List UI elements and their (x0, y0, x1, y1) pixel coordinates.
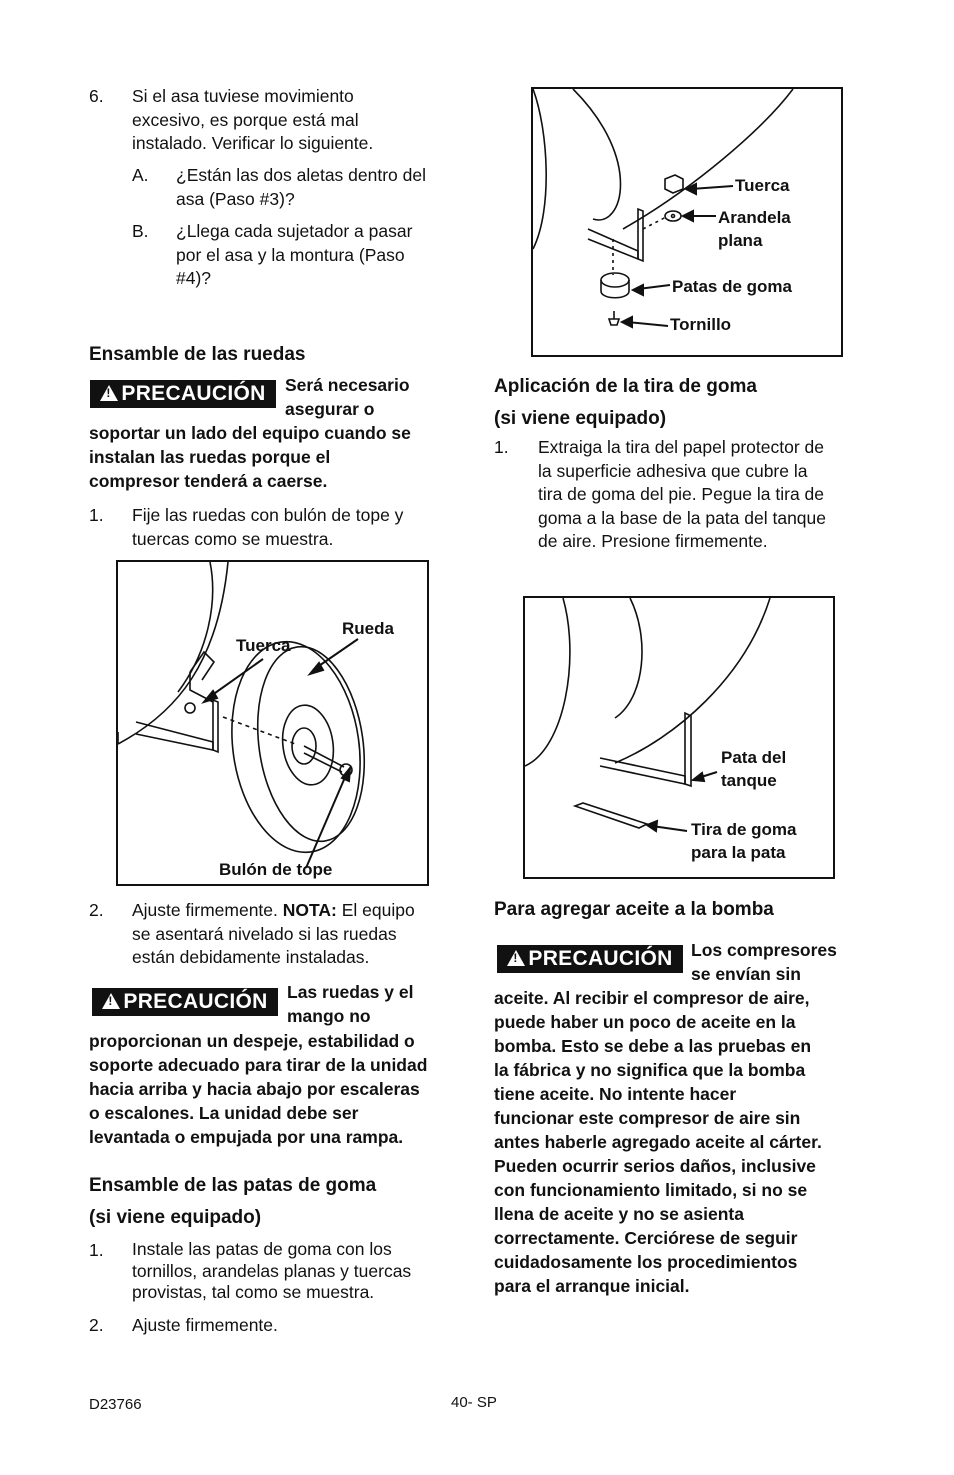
text-line: provistas, tal como se muestra. (132, 1282, 375, 1302)
text-line: #4)? (176, 268, 212, 288)
step-number: 2. (89, 900, 104, 920)
caution-badge (90, 380, 276, 408)
caution-line: o escalones. La unidad debe ser (89, 1103, 359, 1123)
caution-line: hacia arriba y hacia abajo por escaleras (89, 1079, 420, 1099)
label-line: Tira de goma (691, 820, 797, 839)
label-patas: Patas de goma (672, 277, 792, 296)
caution-line: para el arranque inicial. (494, 1276, 690, 1296)
caution-label: PRECAUCIÓN (123, 990, 268, 1013)
step-number: 1. (494, 437, 509, 457)
caution-line: tiene aceite. No intente hacer (494, 1084, 737, 1104)
text-line: Si el asa tuviese movimiento (132, 86, 354, 106)
document-code: D23766 (89, 1396, 142, 1413)
heading-line: (si viene equipado) (89, 1207, 262, 1228)
label-line: tanque (721, 771, 777, 790)
caution-line: la fábrica y no significa que la bomba (494, 1060, 806, 1080)
text-line: goma a la base de la pata del tanque (538, 507, 826, 528)
caution-line: llena de aceite y no se asienta (494, 1204, 744, 1224)
text-line: Instale las patas de goma con los (132, 1239, 392, 1259)
caution-line: bomba. Esto se debe a las pruebas en (494, 1036, 812, 1056)
text-line: tornillos, arandelas planas y tuercas (132, 1260, 412, 1281)
warning-icon (507, 950, 525, 966)
label-tuerca: Tuerca (735, 176, 790, 195)
text-line: asa (Paso #3)? (176, 188, 295, 209)
heading-line: Ensamble de las patas de goma (89, 1175, 377, 1196)
heading-line: (si viene equipado) (494, 408, 667, 429)
caution-line: soporte adecuado para tirar de la unidad (89, 1055, 428, 1075)
caution-line: aceite. Al recibir el compresor de aire, (494, 988, 810, 1008)
step-letter: B. (132, 221, 149, 241)
caution-line: se envían sin (691, 964, 801, 984)
step-letter: A. (132, 165, 149, 185)
wheel-assembly-figure (116, 560, 429, 886)
page-number: 40- SP (451, 1394, 497, 1411)
caution-line: instalan las ruedas porque el (89, 447, 331, 467)
label-line: para la pata (691, 843, 786, 862)
caution-badge (497, 945, 683, 973)
label-line: plana (718, 231, 763, 250)
heading-line: Aplicación de la tira de goma (494, 376, 757, 397)
caution-line: Los compresores (691, 940, 837, 960)
caution-label: PRECAUCIÓN (528, 947, 673, 970)
text-line: ¿Llega cada sujetador a pasar (176, 221, 413, 241)
text-line: instalado. Verificar lo siguiente. (132, 133, 374, 153)
label-line: Pata del (721, 748, 787, 767)
feet-heading (89, 1170, 376, 1234)
caution-line: compresor tenderá a caerse. (89, 471, 328, 491)
step-number: 2. (89, 1315, 104, 1335)
strip-heading (494, 371, 757, 435)
rubber-feet-figure (531, 87, 843, 357)
text-line: tira de goma del pie. Pegue la tira de (538, 484, 825, 504)
text-line: están debidamente instaladas. (132, 947, 370, 967)
caution-line: antes haberle agregado aceite al cárter. (494, 1132, 822, 1152)
text-line: se asentará nivelado si las ruedas (132, 923, 397, 944)
caution-badge (92, 988, 278, 1016)
caution-line: levantada o empujada por una rampa. (89, 1127, 404, 1147)
label-tira (691, 818, 797, 864)
label-tornillo: Tornillo (670, 315, 732, 334)
text-segment: Ajuste firmemente. (132, 900, 283, 920)
text-line: por el asa y la montura (Paso (176, 244, 405, 265)
oil-heading: Para agregar aceite a la bomba (494, 899, 774, 920)
caution-line: mango no (287, 1006, 371, 1026)
caution-line: proporcionan un despeje, estabilidad o (89, 1031, 415, 1051)
caution-line: con funcionamiento limitado, si no se (494, 1180, 808, 1200)
caution-line: Será necesario (285, 375, 410, 395)
text-segment: El equipo (336, 900, 415, 920)
text-line: Ajuste firmemente. (132, 1315, 278, 1335)
text-line: excesivo, es porque está mal (132, 109, 359, 130)
label-rueda: Rueda (342, 619, 394, 638)
caution-line: correctamente. Cerciórese de seguir (494, 1228, 798, 1248)
caution-line: soportar un lado del equipo cuando se (89, 423, 411, 443)
nota-label: NOTA: (282, 900, 337, 920)
step-number: 6. (89, 86, 104, 106)
caution-line: Las ruedas y el (287, 982, 414, 1002)
step-number: 1. (89, 1240, 104, 1260)
warning-icon (100, 385, 118, 401)
text-line: ¿Están las dos aletas dentro del (176, 165, 427, 185)
caution-line: puede haber un poco de aceite en la (494, 1012, 796, 1032)
text-line: de aire. Presione firmemente. (538, 531, 768, 551)
warning-icon (102, 993, 120, 1009)
label-bulon: Bulón de tope (219, 860, 333, 879)
text-line: tuercas como se muestra. (132, 528, 334, 549)
caution-line: funcionar este compresor de aire sin (494, 1108, 801, 1128)
text-line: Extraiga la tira del papel protector de (538, 437, 824, 457)
text-line: Fije las ruedas con bulón de tope y (132, 505, 404, 525)
caution-line: asegurar o (285, 399, 375, 419)
caution-label: PRECAUCIÓN (121, 382, 266, 405)
wheels-heading: Ensamble de las ruedas (89, 344, 306, 365)
rubber-strip-figure (523, 596, 835, 879)
wheel-illustration (118, 562, 429, 886)
label-arandela (718, 206, 791, 252)
caution-line: cuidadosamente los procedimientos (494, 1252, 798, 1272)
label-line: Arandela (718, 208, 791, 227)
caution-line: Pueden ocurrir serios daños, inclusive (494, 1156, 816, 1176)
text-line: la superficie adhesiva que cubre la (538, 460, 808, 481)
step-number: 1. (89, 505, 104, 525)
label-pata (721, 746, 786, 792)
label-tuerca: Tuerca (236, 636, 291, 655)
